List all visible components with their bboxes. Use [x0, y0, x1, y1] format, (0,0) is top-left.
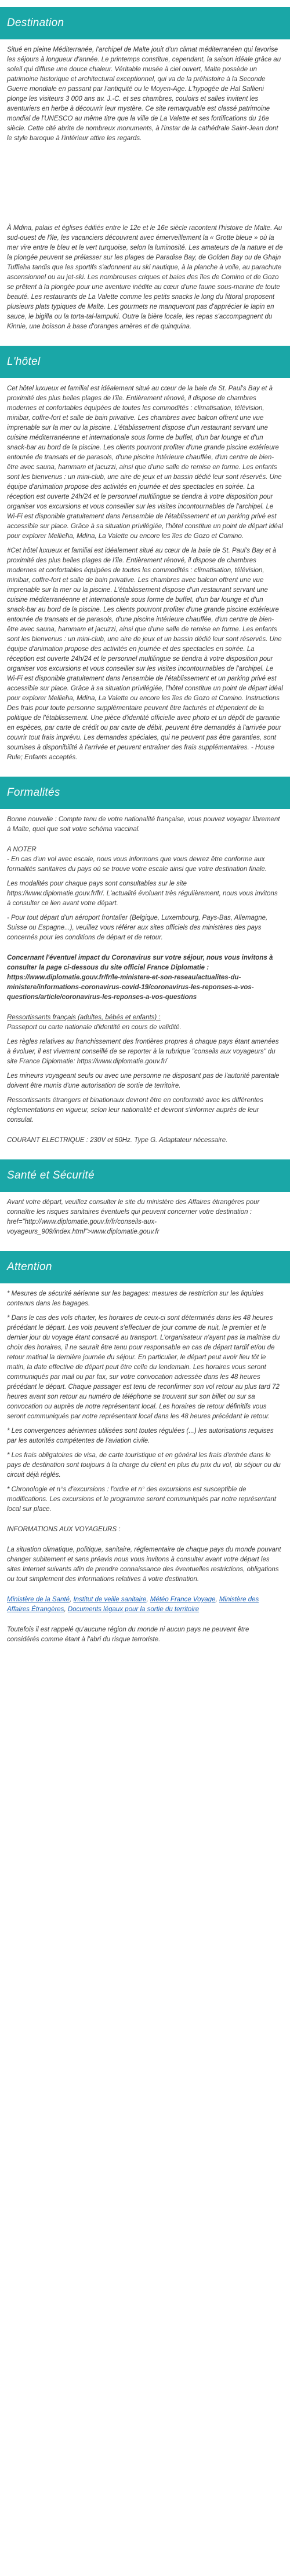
paragraph: * Les frais obligatoires de visa, de carte touristique et en général les frais d'entrée dans le pays de destination sont toujours à la charge du client en plus du prix du vol, du séjour ou du circuit déjà réglés.: [7, 1452, 281, 1479]
paragraph: Toutefois il est rappelé qu'aucune région du monde ni aucun pays ne peuvent être considérés comme étant à l'abri du risque terroriste.: [7, 1626, 249, 1643]
section-header-destination: Destination: [0, 7, 290, 39]
paragraph: INFORMATIONS AUX VOYAGEURS :: [7, 1526, 121, 1533]
paragraph: La situation climatique, politique, sanitaire, réglementaire de chaque pays du monde pouvant changer subitement et sans préavis nous vous invitons à consulter avant votre départ les sites Internet suivants afin de prendre connaissance des éventuelles restrictions, obligations ou tout simplement des informations relatives à votre destination.: [7, 1546, 281, 1583]
paragraph: Avant votre départ, veuillez consulter le site du ministère des Affaires étrangères pour connaître les risques sanitaires éventuels qui peuvent concerner votre destination : href="http://www.diplomatie.gouv.fr/fr/conseils-aux-voyageurs_909/index.html">www.diplomatie.gouv.fr: [7, 1199, 260, 1235]
paragraph: Les modalités pour chaque pays sont consultables sur le site https://www.diplomatie.gouv.fr/fr/. L'actualité évoluant très régulièrement, nous vous invitons à consulter ce lien avant votre départ.: [7, 880, 278, 907]
paragraph: * Les convergences aériennes utilisées sont toutes régulées (...) les autorisations requises par les autorités compétentes de l'aviation civile.: [7, 1428, 274, 1444]
paragraph: #Cet hôtel luxueux et familial est idéalement situé au cœur de la baie de St. Paul's Bay et à proximité des plus belles plages de l'île. Entièrement rénové, il dispose de chambres modernes et confortables équipées de toutes les commodités : climatisation, télévision, minibar, coffre-fort et salle de bain privative. Les chambres avec balcon offrent une vue imprenable sur la mer ou la piscine. L'établissement dispose d'un restaurant servant une cuisine méditerranéenne et internationale sous forme de buffet, d'un bar lounge et d'un snack-bar au bord de la piscine. Les clients pourront profiter d'une grande piscine extérieure entourée de transats et de parasols, d'une piscine intérieure chauffée, d'un centre de bien-être avec sauna, hammam et jacuzzi, ainsi que d'une salle de remise en forme. Les enfants sont les bienvenus : un mini-club, une aire de jeux et un bassin dédié leur sont réservés. Une équipe d'animation propose des activités en journée et des spectacles en soirée. La réception est ouverte 24h/24 et le personnel multilingue se tiendra à votre disposition pour organiser vos excursions et vous conseiller sur les visites incontournables de l'archipel. Le Wi-Fi est disponible gratuitement dans l'ensemble de l'établissement et un parking privé est accessible sur place. Grâce à sa situation privilégiée, l'hôtel constitue un point de départ idéal pour explorer Mellieħa, Mdina, La Valette ou encore les îles de Gozo et Comino. Instructions Des frais pour toute personne supplémentaire peuvent être facturés et dépendent de la politique de l'établissement. Une pièce d'identité officielle avec photo et un dépôt de garantie en espèces, par carte de crédit ou par carte de débit, peuvent être demandés à l'arrivée pour couvrir tout frais imprévu. Les demandes spéciales, qui ne peuvent pas être garanties, sont soumises à disponibilité à l'arrivée et peuvent entraîner des frais supplémentaires. - House Rule; Enfants acceptés.: [7, 547, 283, 761]
section-sante: [0, 1195, 290, 1246]
paragraph: Les règles relatives au franchissement des frontières propres à chaque pays étant amenées à évoluer, il est vivement conseillé de se reporter à la rubrique "conseils aux voyageurs" du site France Diplomatie: https://www.diplomatie.gouv.fr/: [7, 1038, 279, 1065]
paragraph: Situé en pleine Méditerranée, l'archipel de Malte jouit d'un climat méditerranéen qui favorise les séjours à longueur d'année. Le printemps constitue, cependant, la saison idéale grâce au soleil qui diffuse une douce chaleur. Véritable musée à ciel ouvert, Malte possède un patrimoine historique et architectural exceptionnel, qui va de la préhistoire à la Seconde Guerre mondiale en passant par l'antiquité ou le Moyen-Age. L'hypogée de Hal Saflieni plonge les visiteurs 3 000 ans av. J.-C. et ses chambres, couloirs et salles invitent les aventuriers en herbe à découvrir leur mystère. Ce site remarquable est classé patrimoine mondial de l'UNESCO au même titre que la ville de La Valette et ses fortifications du 16e siècle. Cette cité abrite de nombreux monuments, à l'instar de la cathédrale Saint-Jean dont le style baroque à l'intérieur attire les regards.: [7, 46, 281, 142]
paragraph: À Mdina, palais et églises édifiés entre le 12e et le 16e siècle racontent l'histoire de Malte. Au sud-ouest de l'île, les vacanciers découvrent avec émerveillement la « Grotte bleue » où la mer vire entre le bleu et le vert turquoise, selon la luminosité. Les amateurs de la nature et de la plongée peuvent se prélasser sur les plages de Paradise Bay, de Golden Bay ou de Għajn Tuffieħa tandis que les sportifs s'adonnent au ski nautique, à la planche à voile, au parachute ascensionnel ou au jet-ski. Les nombreuses criques et baies des îles de Comino et de Gozo se prêtent à la plongée pour une aventure inédite au cœur d'une faune sous-marine de toute beauté. Les restaurants de La Valette comme les petits snacks le long du littoral proposent plusieurs plats typiques de Malte. Les gourmets ne manqueront pas d'apprécier le lapin en sauce, le bigilla ou la torta-tal-lampuki. Outre la bière locale, les repas s'accompagnent du Kinnie, une boisson à base d'oranges amères et de quinquina.: [7, 225, 283, 330]
paragraph: Ressortissants étrangers et binationaux devront être en conformité avec les différentes réglementations en vigueur, selon leur nationalité et devront s'informer auprès de leur consulat.: [7, 1097, 263, 1124]
link-veille-sanitaire[interactable]: Institut de veille sanitaire: [73, 1596, 147, 1603]
link-documents-legaux[interactable]: Documents légaux pour la sortie du territoire: [67, 1606, 200, 1613]
link-ministere-sante[interactable]: Ministère de la Santé: [7, 1596, 70, 1603]
section-header-hotel: L'hôtel: [0, 346, 290, 378]
links-list: Ministère de la Santé, Institut de veille sanitaire, Météo France Voyage, Ministère des Affaires Étrangères, Documents légaux pour la sortie du territoire: [7, 1596, 259, 1613]
section-destination: [0, 43, 290, 341]
paragraph: Concernant l'éventuel impact du Coronavirus sur votre séjour, nous vous invitons à consulter la page ci-dessous du site officiel France Diplomatie : https://www.diplomatie.gouv.fr/fr/le-ministere-et-son-reseau/actualites-du-ministere/informations-coronavirus-covid-19/coronavirus-les-reponses-a-vos-questions/article/coronavirus-les-reponses-a-vos-questions: [7, 954, 273, 1001]
paragraph: Passeport ou carte nationale d'identité en cours de validité.: [7, 1024, 182, 1031]
paragraph: * Chronologie et n°s d'excursions : l'ordre et n° des excursions est susceptible de modifications. Les excursions et le programme seront communiqués par notre représentant local sur place.: [7, 1486, 277, 1513]
paragraph: Cet hôtel luxueux et familial est idéalement situé au cœur de la baie de St. Paul's Bay et à proximité des plus belles plages de l'île. Entièrement rénové, il dispose de chambres modernes et confortables équipées de toutes les commodités : climatisation, télévision, minibar, coffre-fort et salle de bain privative. Les chambres avec balcon offrent une vue imprenable sur la mer ou la piscine. L'établissement dispose d'un restaurant servant une cuisine méditerranéenne et internationale sous forme de buffet, d'un bar lounge et d'un snack-bar au bord de la piscine. Les clients pourront profiter d'une grande piscine extérieure entourée de transats et de parasols, d'une piscine intérieure chauffée, d'un centre de bien-être avec sauna, hammam et jacuzzi, ainsi que d'une salle de remise en forme. Les enfants sont les bienvenus : un mini-club, une aire de jeux et un bassin dédié leur sont réservés. Une équipe d'animation propose des activités en journée et des spectacles en soirée. La réception est ouverte 24h/24 et le personnel multilingue se tiendra à votre disposition pour organiser vos excursions et vous conseiller sur les visites incontournables de l'archipel. Le Wi-Fi est disponible gratuitement dans l'ensemble de l'établissement et un parking privé est accessible sur place. Grâce à sa situation privilégiée, l'hôtel constitue un point de départ idéal pour explorer Mellieħa, Mdina, La Valette ou encore les îles de Gozo et Comino.: [7, 385, 283, 540]
paragraph: - En cas d'un vol avec escale, nous vous informons que vous devrez être conforme aux formalités sanitaires du pays où se trouve votre escale ainsi que votre destination finale.: [7, 856, 267, 873]
section-attention: [0, 1287, 290, 1654]
section-header-sante: Santé et Sécurité: [0, 1159, 290, 1192]
paragraph: * Mesures de sécurité aérienne sur les bagages: mesures de restriction sur les liquides contenus dans les bagages.: [7, 1290, 264, 1307]
link-affaires-etrangeres[interactable]: Ministère des Affaires Étrangères: [7, 1596, 259, 1613]
paragraph: - Pour tout départ d'un aéroport frontalier (Belgique, Luxembourg, Pays-Bas, Allemagne, Suisse ou Espagne...), veuillez vous référer aux sites officiels des ministères des pays concernés pour les conditions de départ et de retour.: [7, 914, 268, 941]
paragraph: * Dans le cas des vols charter, les horaires de ceux-ci sont déterminés dans les 48 heures précédant le départ. Les vols peuvent s'effectuer de jour comme de nuit, le premier et le dernier jour du voyage étant consacré au transport. L'organisateur n'ayant pas la maîtrise du choix des horaires, il ne saurait être tenu pour responsable en cas de départ tardif et/ou de retour matinal la dernière journée du séjour. En particulier, le départ peut avoir lieu tôt le matin, la date effective de départ peut être celle du lendemain. Les horaires vous seront communiqués par mail ou par fax, sur votre convocation adressée dans les 48 heures précédant le départ. Chaque passager est tenu de reconfirmer son vol retour au plus tard 72 heures avant son retour au numéro de téléphone se trouvant sur son billet ou sur sa convocation ou auprès de notre représentant local. Les horaires de retour définitifs vous seront communiqués par notre représentant local dans les 48 heures précédant le retour.: [7, 1315, 280, 1420]
paragraph: Ressortissants français (adultes, bébés et enfants) :: [7, 1014, 161, 1021]
paragraph: Bonne nouvelle : Compte tenu de votre nationalité française, vous pouvez voyager librement à Malte, quel que soit votre schéma vaccinal.: [7, 816, 280, 833]
paragraph: COURANT ELECTRIQUE : 230V et 50Hz. Type G. Adaptateur nécessaire.: [7, 1137, 228, 1144]
section-header-formalites: Formalités: [0, 777, 290, 809]
link-meteo-france[interactable]: Météo France Voyage: [150, 1596, 216, 1603]
paragraph: A NOTER: [7, 846, 37, 853]
section-header-attention: Attention: [0, 1251, 290, 1283]
section-formalites: [0, 813, 290, 1155]
paragraph: Les mineurs voyageant seuls ou avec une personne ne disposant pas de l'autorité parentale doivent être munis d'une autorisation de sortie de territoire.: [7, 1073, 280, 1089]
section-hotel: [0, 382, 290, 772]
